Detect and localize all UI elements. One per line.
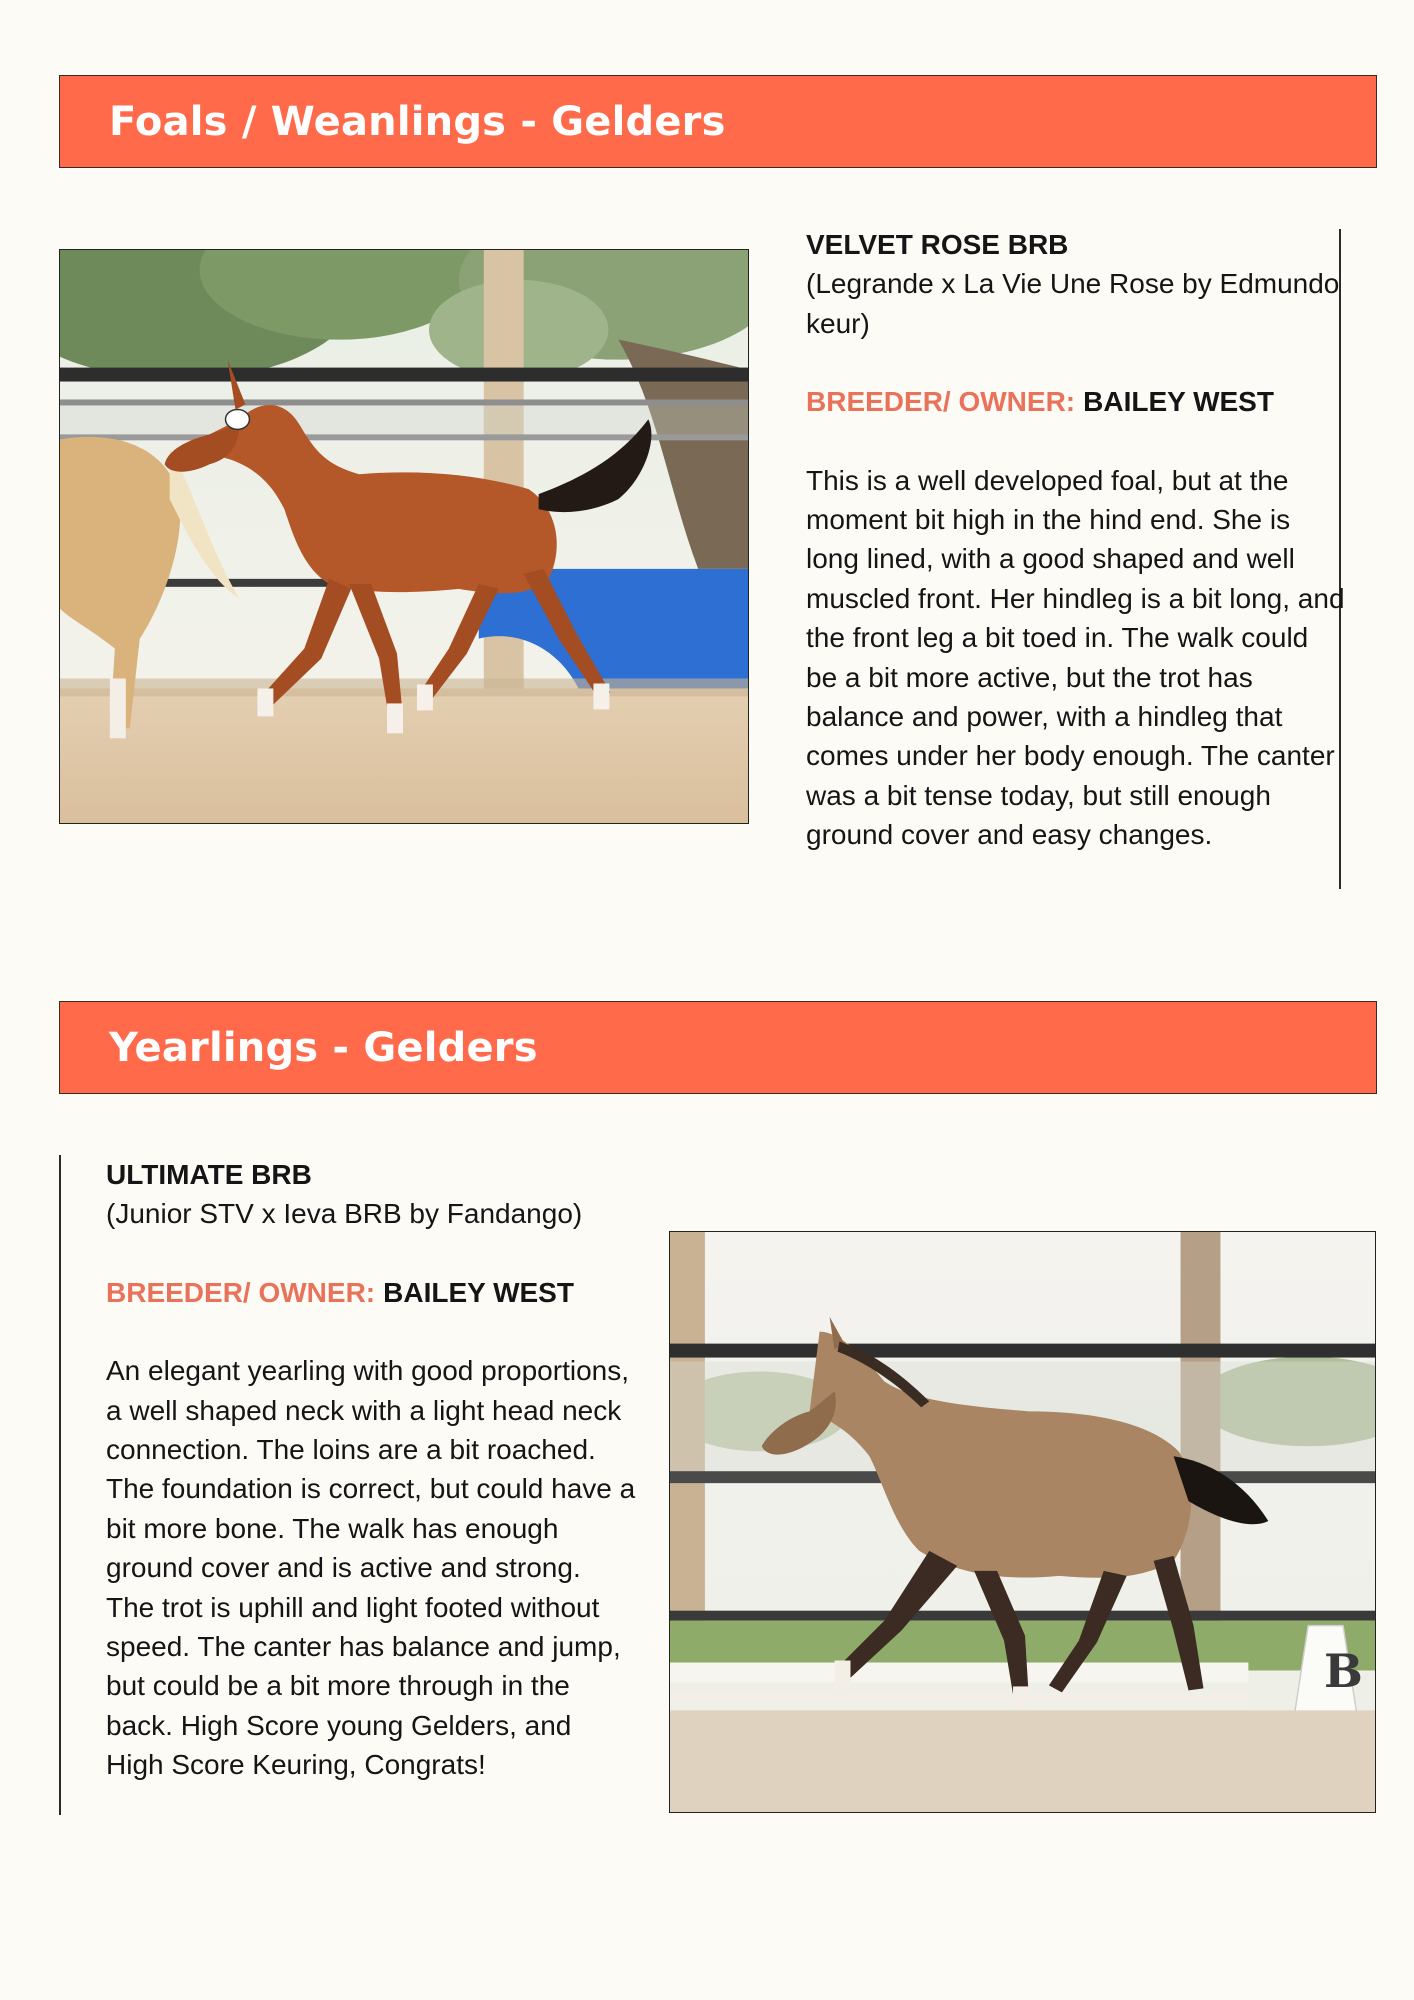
- horse-description: An elegant yearling with good proportions, a well shaped neck with a light head neck connection. The loins are a bit roached. The foundation is correct, but could have a bit more bone. The walk has enough ground cover and is active and strong. The trot is uphill and light footed without speed. The canter has balance and jump, but could be a bit more through in the back. High Score young Gelders, and High Score Keuring, Congrats!: [106, 1355, 636, 1781]
- owner-label: BREEDER/ OWNER:: [806, 386, 1076, 418]
- chestnut-foal-photo: [59, 249, 749, 824]
- breeder-owner: [106, 1273, 636, 1312]
- buckskin-yearling-photo: [669, 1231, 1376, 1813]
- horse-description: This is a well developed foal, but at the moment bit high in the hind end. She is long lined, with a good shaped and well muscled front. Her hindleg is a bit long, and the front leg a bit toed in. The walk could be a bit more active, but the trot has balance and power, with a hindleg that comes under her body enough. The canter was a bit tense today, but still enough ground cover and easy changes.: [806, 464, 1345, 851]
- pedigree: (Junior STV x Ieva BRB by Fandango): [106, 1198, 583, 1230]
- owner-value: BAILEY WEST: [383, 1276, 574, 1308]
- section-title: Yearlings - Gelders: [109, 1024, 538, 1071]
- owner-value: BAILEY WEST: [1083, 386, 1274, 418]
- section-divider-line: [59, 1155, 61, 1815]
- horse-entry-velvet-rose: [806, 225, 1346, 855]
- owner-label: BREEDER/ OWNER:: [106, 1276, 376, 1308]
- section-banner-yearlings: [59, 1001, 1377, 1094]
- horse-name: VELVET ROSE BRB: [806, 229, 1069, 260]
- horse-name: ULTIMATE BRB: [106, 1159, 312, 1190]
- pedigree: (Legrande x La Vie Une Rose by Edmundo keur): [806, 268, 1340, 339]
- arena-marker-letter: B: [1324, 1644, 1363, 1698]
- section-banner-foals: [59, 75, 1377, 168]
- breeder-owner: [806, 382, 1346, 421]
- horse-entry-ultimate: [106, 1155, 636, 1785]
- section-title: Foals / Weanlings - Gelders: [109, 98, 726, 145]
